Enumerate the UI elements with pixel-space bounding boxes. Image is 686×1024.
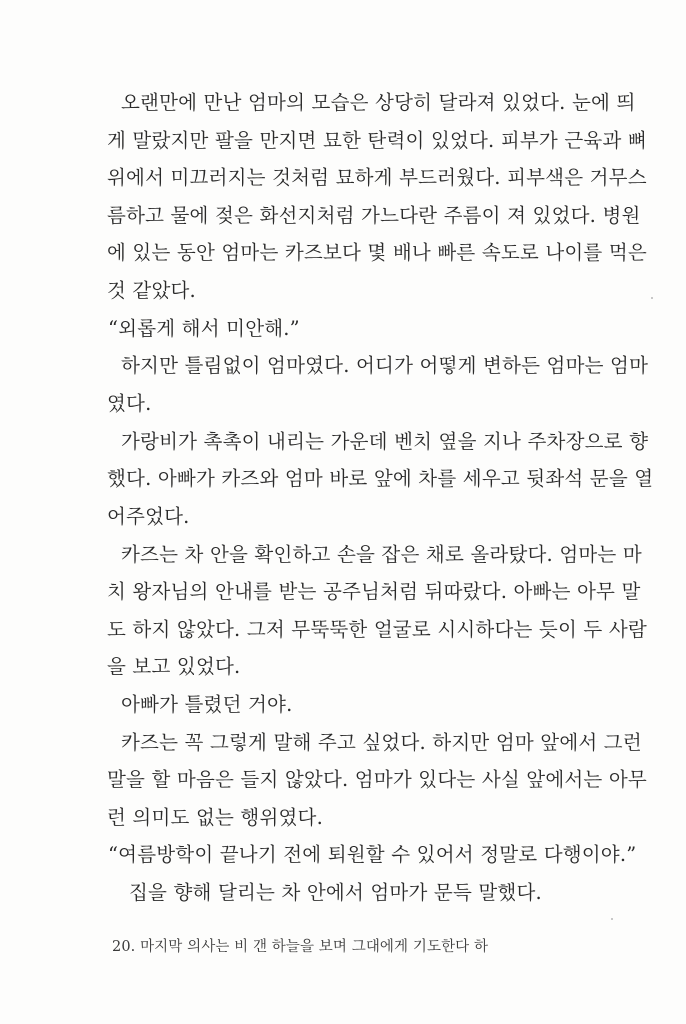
text-line: 였다.	[107, 392, 152, 415]
text-line: 을 보고 있었다.	[107, 655, 241, 678]
text-line: 가랑비가 촉촉이 내리는 가운데 벤치 옆을 지나 주차장으로 향	[121, 430, 649, 453]
text-line: 위에서 미끄러지는 것처럼 묘하게 부드러웠다. 피부색은 거무스	[107, 166, 647, 189]
dialogue-line: “여름방학이 끝나기 전에 퇴원할 수 있어서 정말로 다행이야.”	[108, 843, 637, 866]
text-line: 말을 할 마음은 들지 않았다. 엄마가 있다는 사실 앞에서는 아무	[107, 768, 647, 791]
text-line: 집을 향해 달리는 차 안에서 엄마가 문득 말했다.	[129, 881, 542, 904]
text-line: 오랜만에 만난 엄마의 모습은 상당히 달라져 있었다. 눈에 띄	[121, 91, 636, 114]
text-line: 카즈는 차 안을 확인하고 손을 잡은 채로 올라탔다. 엄마는 마	[121, 543, 642, 566]
text-line: 어주었다.	[107, 505, 190, 528]
text-line: 에 있는 동안 엄마는 카즈보다 몇 배나 빠른 속도로 나이를 먹은	[107, 241, 647, 264]
text-line: 런 의미도 없는 행위였다.	[107, 806, 323, 829]
paper-speck	[611, 918, 613, 920]
text-line: 도 하지 않았다. 그저 무뚝뚝한 얼굴로 시시하다는 듯이 두 사람	[107, 618, 647, 641]
text-line: 것 같았다.	[107, 279, 196, 302]
paper-speck	[651, 297, 653, 299]
text-line: 하지만 틀림없이 엄마였다. 어디가 어떻게 변하든 엄마는 엄마	[121, 354, 649, 377]
text-line: 아빠가 틀렸던 거야.	[121, 693, 293, 716]
text-line: 름하고 물에 젖은 화선지처럼 가느다란 주름이 져 있었다. 병원	[107, 204, 641, 227]
dialogue-line: “외롭게 해서 미안해.”	[108, 317, 300, 340]
text-line: 했다. 아빠가 카즈와 엄마 바로 앞에 차를 세우고 뒷좌석 문을 열	[107, 467, 654, 490]
text-line: 치 왕자님의 안내를 받는 공주님처럼 뒤따랐다. 아빠는 아무 말	[107, 580, 641, 603]
page-footer: 20. 마지막 의사는 비 갠 하늘을 보며 그대에게 기도한다 하	[112, 939, 489, 955]
text-line: 게 말랐지만 팔을 만지면 묘한 탄력이 있었다. 피부가 근육과 뼈	[107, 129, 647, 152]
text-line: 카즈는 꼭 그렇게 말해 주고 싶었다. 하지만 엄마 앞에서 그런	[121, 731, 642, 754]
